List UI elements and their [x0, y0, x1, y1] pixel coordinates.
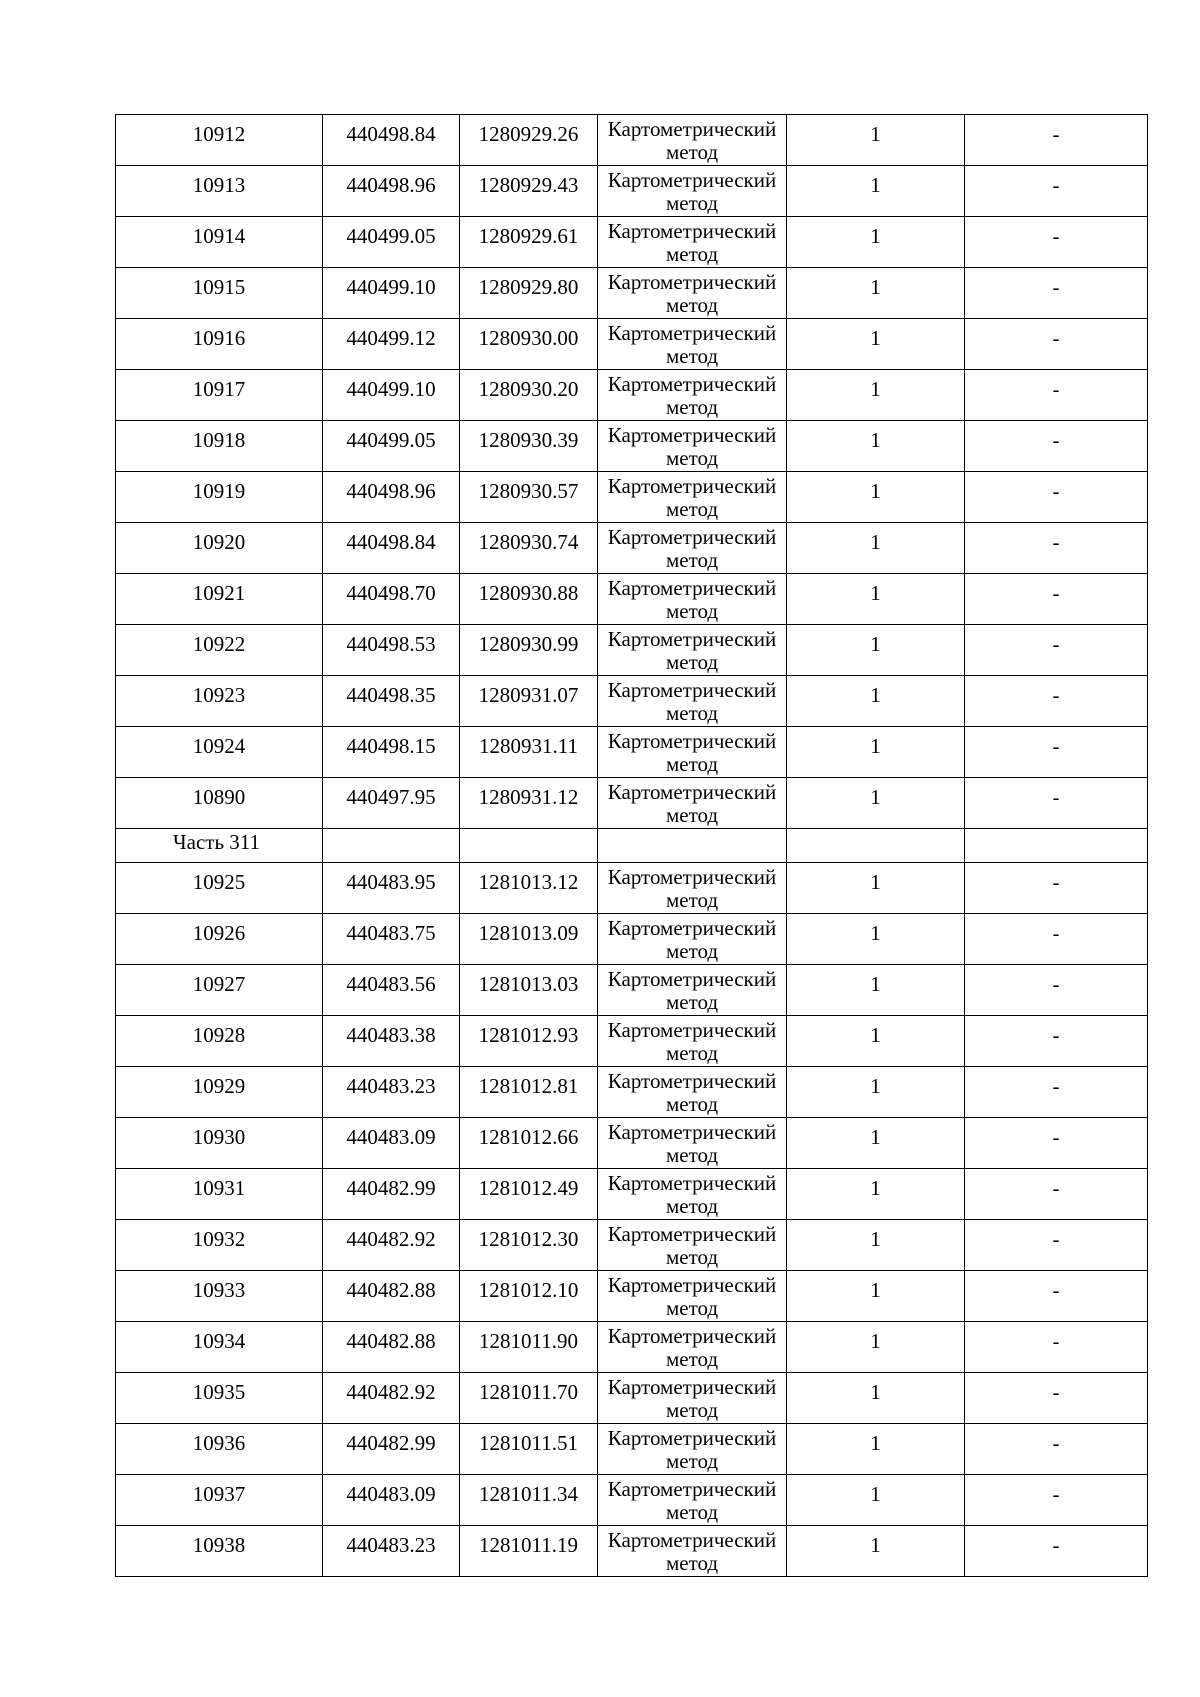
point-id-cell: 10916 — [116, 319, 323, 370]
y-coordinate-cell: 1280931.11 — [460, 727, 598, 778]
method-line: метод — [665, 548, 719, 572]
table-row — [116, 676, 1148, 727]
accuracy-cell: 1 — [787, 727, 965, 778]
y-coordinate-cell: 1281011.19 — [460, 1526, 598, 1577]
method-line: метод — [665, 344, 719, 368]
method-cell — [598, 965, 787, 1016]
accuracy-cell: 1 — [787, 625, 965, 676]
method-line: метод — [665, 1143, 719, 1167]
note-cell: - — [965, 268, 1148, 319]
accuracy-cell: 1 — [787, 778, 965, 829]
table-row — [116, 1271, 1148, 1322]
point-id-cell: 10923 — [116, 676, 323, 727]
accuracy-cell: 1 — [787, 1271, 965, 1322]
point-id-cell: 10921 — [116, 574, 323, 625]
method-line: Картометрический — [607, 576, 777, 600]
note-cell: - — [965, 1118, 1148, 1169]
method-line: Картометрический — [607, 1171, 777, 1195]
point-id-cell: 10928 — [116, 1016, 323, 1067]
table-row — [116, 1424, 1148, 1475]
accuracy-cell: 1 — [787, 472, 965, 523]
table-row — [116, 370, 1148, 421]
table-row — [116, 115, 1148, 166]
x-coordinate-cell: 440498.70 — [323, 574, 460, 625]
part-header-row — [116, 829, 1148, 863]
table-row — [116, 217, 1148, 268]
table-row — [116, 523, 1148, 574]
y-coordinate-cell: 1281012.49 — [460, 1169, 598, 1220]
y-coordinate-cell: 1281011.90 — [460, 1322, 598, 1373]
table-row — [116, 625, 1148, 676]
method-cell — [598, 625, 787, 676]
empty-cell — [787, 829, 965, 863]
table-row — [116, 778, 1148, 829]
x-coordinate-cell: 440499.05 — [323, 421, 460, 472]
method-line: метод — [665, 1194, 719, 1218]
method-line: Картометрический — [607, 967, 777, 991]
method-line: Картометрический — [607, 1120, 777, 1144]
note-cell: - — [965, 625, 1148, 676]
method-line: метод — [665, 446, 719, 470]
empty-cell — [323, 829, 460, 863]
point-id-cell: 10890 — [116, 778, 323, 829]
method-cell — [598, 1424, 787, 1475]
point-id-cell: 10930 — [116, 1118, 323, 1169]
method-cell — [598, 370, 787, 421]
accuracy-cell: 1 — [787, 268, 965, 319]
accuracy-cell: 1 — [787, 217, 965, 268]
y-coordinate-cell: 1280931.12 — [460, 778, 598, 829]
y-coordinate-cell: 1280930.99 — [460, 625, 598, 676]
x-coordinate-cell: 440483.09 — [323, 1475, 460, 1526]
method-line: Картометрический — [607, 474, 777, 498]
method-cell — [598, 1373, 787, 1424]
method-line: метод — [665, 191, 719, 215]
point-id-cell: 10938 — [116, 1526, 323, 1577]
note-cell: - — [965, 1526, 1148, 1577]
method-line: метод — [665, 1449, 719, 1473]
table-row — [116, 1118, 1148, 1169]
method-line: Картометрический — [607, 1324, 777, 1348]
x-coordinate-cell: 440483.95 — [323, 863, 460, 914]
x-coordinate-cell: 440482.88 — [323, 1271, 460, 1322]
method-cell — [598, 1016, 787, 1067]
point-id-cell: 10920 — [116, 523, 323, 574]
table-row — [116, 472, 1148, 523]
table-row — [116, 1067, 1148, 1118]
y-coordinate-cell: 1281012.10 — [460, 1271, 598, 1322]
accuracy-cell: 1 — [787, 1475, 965, 1526]
note-cell: - — [965, 1016, 1148, 1067]
point-id-cell: 10926 — [116, 914, 323, 965]
note-cell: - — [965, 523, 1148, 574]
note-cell: - — [965, 472, 1148, 523]
method-line: метод — [665, 803, 719, 827]
accuracy-cell: 1 — [787, 1118, 965, 1169]
note-cell: - — [965, 1067, 1148, 1118]
point-id-cell: 10924 — [116, 727, 323, 778]
note-cell: - — [965, 421, 1148, 472]
y-coordinate-cell: 1280929.61 — [460, 217, 598, 268]
coordinates-sheet — [115, 114, 1147, 1577]
method-cell — [598, 319, 787, 370]
point-id-cell: 10922 — [116, 625, 323, 676]
table-row — [116, 166, 1148, 217]
table-row — [116, 268, 1148, 319]
y-coordinate-cell: 1280929.80 — [460, 268, 598, 319]
note-cell: - — [965, 965, 1148, 1016]
accuracy-cell: 1 — [787, 965, 965, 1016]
note-cell: - — [965, 319, 1148, 370]
note-cell: - — [965, 217, 1148, 268]
y-coordinate-cell: 1281012.30 — [460, 1220, 598, 1271]
method-line: Картометрический — [607, 321, 777, 345]
y-coordinate-cell: 1280929.26 — [460, 115, 598, 166]
method-cell — [598, 1526, 787, 1577]
point-id-cell: 10913 — [116, 166, 323, 217]
table-row — [116, 1169, 1148, 1220]
part-label: Часть 311 — [116, 829, 323, 863]
point-id-cell: 10912 — [116, 115, 323, 166]
x-coordinate-cell: 440499.05 — [323, 217, 460, 268]
table-row — [116, 914, 1148, 965]
note-cell: - — [965, 778, 1148, 829]
y-coordinate-cell: 1280930.39 — [460, 421, 598, 472]
method-cell — [598, 914, 787, 965]
accuracy-cell: 1 — [787, 1424, 965, 1475]
method-cell — [598, 1067, 787, 1118]
method-line: Картометрический — [607, 780, 777, 804]
x-coordinate-cell: 440498.96 — [323, 166, 460, 217]
x-coordinate-cell: 440483.38 — [323, 1016, 460, 1067]
method-line: Картометрический — [607, 423, 777, 447]
x-coordinate-cell: 440498.15 — [323, 727, 460, 778]
x-coordinate-cell: 440482.99 — [323, 1424, 460, 1475]
method-line: Картометрический — [607, 729, 777, 753]
method-line: метод — [665, 497, 719, 521]
method-cell — [598, 523, 787, 574]
accuracy-cell: 1 — [787, 863, 965, 914]
method-line: Картометрический — [607, 1477, 777, 1501]
method-line: Картометрический — [607, 1426, 777, 1450]
method-cell — [598, 778, 787, 829]
method-cell — [598, 1475, 787, 1526]
y-coordinate-cell: 1281013.09 — [460, 914, 598, 965]
method-line: метод — [665, 1041, 719, 1065]
method-line: Картометрический — [607, 916, 777, 940]
point-id-cell: 10925 — [116, 863, 323, 914]
x-coordinate-cell: 440482.88 — [323, 1322, 460, 1373]
method-line: Картометрический — [607, 1018, 777, 1042]
point-id-cell: 10915 — [116, 268, 323, 319]
method-cell — [598, 1271, 787, 1322]
table-row — [116, 319, 1148, 370]
point-id-cell: 10935 — [116, 1373, 323, 1424]
method-line: метод — [665, 650, 719, 674]
y-coordinate-cell: 1281011.34 — [460, 1475, 598, 1526]
method-line: Картометрический — [607, 372, 777, 396]
x-coordinate-cell: 440482.99 — [323, 1169, 460, 1220]
method-cell — [598, 166, 787, 217]
y-coordinate-cell: 1281012.93 — [460, 1016, 598, 1067]
point-id-cell: 10927 — [116, 965, 323, 1016]
method-line: метод — [665, 242, 719, 266]
method-line: метод — [665, 752, 719, 776]
method-line: метод — [665, 293, 719, 317]
x-coordinate-cell: 440483.09 — [323, 1118, 460, 1169]
method-cell — [598, 676, 787, 727]
y-coordinate-cell: 1281013.12 — [460, 863, 598, 914]
method-cell — [598, 1169, 787, 1220]
method-cell — [598, 217, 787, 268]
y-coordinate-cell: 1281012.66 — [460, 1118, 598, 1169]
note-cell: - — [965, 1169, 1148, 1220]
method-line: метод — [665, 599, 719, 623]
x-coordinate-cell: 440498.84 — [323, 115, 460, 166]
method-line: метод — [665, 888, 719, 912]
accuracy-cell: 1 — [787, 1016, 965, 1067]
accuracy-cell: 1 — [787, 574, 965, 625]
x-coordinate-cell: 440483.56 — [323, 965, 460, 1016]
accuracy-cell: 1 — [787, 1373, 965, 1424]
accuracy-cell: 1 — [787, 1526, 965, 1577]
point-id-cell: 10933 — [116, 1271, 323, 1322]
method-line: метод — [665, 701, 719, 725]
point-id-cell: 10929 — [116, 1067, 323, 1118]
method-line: метод — [665, 1398, 719, 1422]
note-cell: - — [965, 676, 1148, 727]
method-cell — [598, 268, 787, 319]
table-body — [116, 115, 1148, 1577]
method-line: Картометрический — [607, 525, 777, 549]
y-coordinate-cell: 1280930.00 — [460, 319, 598, 370]
x-coordinate-cell: 440483.75 — [323, 914, 460, 965]
point-id-cell: 10934 — [116, 1322, 323, 1373]
table-row — [116, 574, 1148, 625]
method-line: метод — [665, 395, 719, 419]
point-id-cell: 10936 — [116, 1424, 323, 1475]
x-coordinate-cell: 440499.10 — [323, 370, 460, 421]
table-row — [116, 1016, 1148, 1067]
method-line: метод — [665, 1245, 719, 1269]
note-cell: - — [965, 727, 1148, 778]
x-coordinate-cell: 440483.23 — [323, 1067, 460, 1118]
y-coordinate-cell: 1280930.88 — [460, 574, 598, 625]
method-cell — [598, 421, 787, 472]
y-coordinate-cell: 1281013.03 — [460, 965, 598, 1016]
y-coordinate-cell: 1281011.51 — [460, 1424, 598, 1475]
note-cell: - — [965, 1220, 1148, 1271]
y-coordinate-cell: 1280930.57 — [460, 472, 598, 523]
note-cell: - — [965, 1322, 1148, 1373]
note-cell: - — [965, 1424, 1148, 1475]
method-line: Картометрический — [607, 627, 777, 651]
point-id-cell: 10914 — [116, 217, 323, 268]
table-row — [116, 965, 1148, 1016]
point-id-cell: 10919 — [116, 472, 323, 523]
method-line: метод — [665, 1347, 719, 1371]
method-line: Картометрический — [607, 1222, 777, 1246]
x-coordinate-cell: 440482.92 — [323, 1373, 460, 1424]
method-line: Картометрический — [607, 1375, 777, 1399]
method-line: Картометрический — [607, 865, 777, 889]
x-coordinate-cell: 440498.35 — [323, 676, 460, 727]
point-id-cell: 10931 — [116, 1169, 323, 1220]
method-line: Картометрический — [607, 1069, 777, 1093]
table-row — [116, 1475, 1148, 1526]
table-row — [116, 1526, 1148, 1577]
y-coordinate-cell: 1280931.07 — [460, 676, 598, 727]
method-line: Картометрический — [607, 117, 777, 141]
x-coordinate-cell: 440498.96 — [323, 472, 460, 523]
table-row — [116, 1322, 1148, 1373]
point-id-cell: 10918 — [116, 421, 323, 472]
point-id-cell: 10917 — [116, 370, 323, 421]
x-coordinate-cell: 440497.95 — [323, 778, 460, 829]
method-line: метод — [665, 1092, 719, 1116]
accuracy-cell: 1 — [787, 676, 965, 727]
note-cell: - — [965, 1475, 1148, 1526]
accuracy-cell: 1 — [787, 523, 965, 574]
note-cell: - — [965, 1271, 1148, 1322]
method-cell — [598, 1220, 787, 1271]
method-line: Картометрический — [607, 168, 777, 192]
accuracy-cell: 1 — [787, 914, 965, 965]
x-coordinate-cell: 440482.92 — [323, 1220, 460, 1271]
method-line: Картометрический — [607, 678, 777, 702]
x-coordinate-cell: 440498.53 — [323, 625, 460, 676]
point-id-cell: 10932 — [116, 1220, 323, 1271]
accuracy-cell: 1 — [787, 1169, 965, 1220]
x-coordinate-cell: 440498.84 — [323, 523, 460, 574]
method-cell — [598, 727, 787, 778]
empty-cell — [460, 829, 598, 863]
note-cell: - — [965, 166, 1148, 217]
method-cell — [598, 115, 787, 166]
note-cell: - — [965, 115, 1148, 166]
note-cell: - — [965, 1373, 1148, 1424]
accuracy-cell: 1 — [787, 421, 965, 472]
x-coordinate-cell: 440499.12 — [323, 319, 460, 370]
method-line: метод — [665, 140, 719, 164]
method-cell — [598, 1322, 787, 1373]
method-line: Картометрический — [607, 219, 777, 243]
x-coordinate-cell: 440499.10 — [323, 268, 460, 319]
method-line: метод — [665, 990, 719, 1014]
coordinates-table — [115, 114, 1148, 1577]
table-row — [116, 1220, 1148, 1271]
accuracy-cell: 1 — [787, 115, 965, 166]
y-coordinate-cell: 1280930.20 — [460, 370, 598, 421]
empty-cell — [965, 829, 1148, 863]
method-cell — [598, 472, 787, 523]
note-cell: - — [965, 914, 1148, 965]
accuracy-cell: 1 — [787, 166, 965, 217]
y-coordinate-cell: 1280930.74 — [460, 523, 598, 574]
method-cell — [598, 863, 787, 914]
method-line: Картометрический — [607, 270, 777, 294]
empty-cell — [598, 829, 787, 863]
note-cell: - — [965, 574, 1148, 625]
method-line: Картометрический — [607, 1528, 777, 1552]
y-coordinate-cell: 1280929.43 — [460, 166, 598, 217]
method-line: метод — [665, 1551, 719, 1575]
note-cell: - — [965, 370, 1148, 421]
method-line: метод — [665, 1296, 719, 1320]
accuracy-cell: 1 — [787, 1220, 965, 1271]
method-cell — [598, 1118, 787, 1169]
y-coordinate-cell: 1281012.81 — [460, 1067, 598, 1118]
method-line: метод — [665, 1500, 719, 1524]
note-cell: - — [965, 863, 1148, 914]
method-line: метод — [665, 939, 719, 963]
accuracy-cell: 1 — [787, 319, 965, 370]
table-row — [116, 421, 1148, 472]
point-id-cell: 10937 — [116, 1475, 323, 1526]
accuracy-cell: 1 — [787, 1322, 965, 1373]
table-row — [116, 1373, 1148, 1424]
table-row — [116, 727, 1148, 778]
method-cell — [598, 574, 787, 625]
method-line: Картометрический — [607, 1273, 777, 1297]
accuracy-cell: 1 — [787, 1067, 965, 1118]
x-coordinate-cell: 440483.23 — [323, 1526, 460, 1577]
y-coordinate-cell: 1281011.70 — [460, 1373, 598, 1424]
accuracy-cell: 1 — [787, 370, 965, 421]
table-row — [116, 863, 1148, 914]
